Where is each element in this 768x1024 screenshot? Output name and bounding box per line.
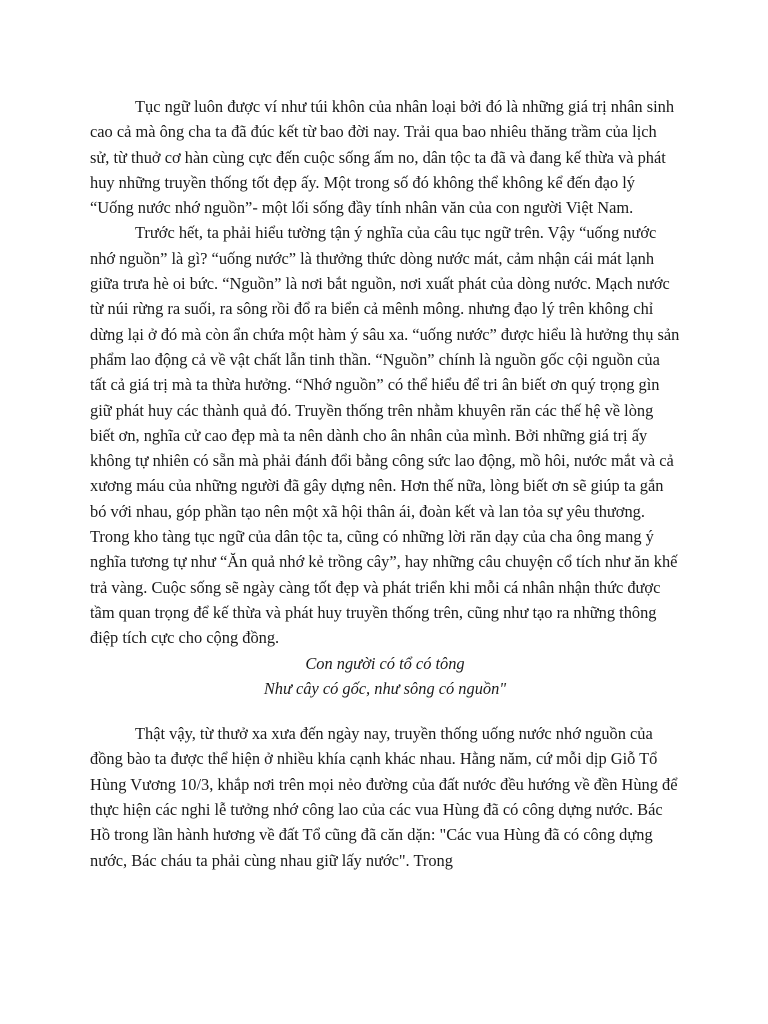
proverb-verse [90,651,680,702]
explanation-paragraph: Trước hết, ta phải hiểu tường tận ý nghĩa của câu tục ngữ trên. Vậy “uống nước nhớ nguồn” là gì? “uống nước” là thưởng thức dòng nước mát, cảm nhận cái mát lạnh giữa trưa hè oi bức. “Nguồn” là nơi bắt nguồn, nơi xuất phát của dòng nước. Mạch nước từ núi rừng ra suối, ra sông rồi đổ ra biển cả mênh mông. nhưng đạo lý trên không chỉ dừng lại ở đó mà còn ẩn chứa một hàm ý sâu xa. “uống nước” được hiểu là hưởng thụ sản phẩm lao động cả về vật chất lẫn tinh thần. “Nguồn” chính là nguồn gốc cội nguồn của tất cả giá trị mà ta thừa hưởng. “Nhớ nguồn” có thể hiểu để tri ân biết ơn quý trọng gìn giữ phát huy các thành quả đó. Truyền thống trên nhằm khuyên răn các thế hệ về lòng biết ơn, nghĩa cử cao đẹp mà ta nên dành cho ân nhân của mình. Bởi những giá trị ấy không tự nhiên có sẵn mà phải đánh đổi bằng công sức lao động, mồ hôi, nước mắt và cả xương máu của những người đã gây dựng nên. Hơn thế nữa, lòng biết ơn sẽ giúp ta gắn bó với nhau, góp phần tạo nên một xã hội thân ái, đoàn kết và lan tỏa sự yêu thương. Trong kho tàng tục ngữ của dân tộc ta, cũng có những lời răn dạy của cha ông mang ý nghĩa tương tự như “Ăn quả nhớ kẻ trồng cây”, hay những câu chuyện cổ tích như ăn khế trả vàng. Cuộc sống sẽ ngày càng tốt đẹp và phát triển khi mỗi cá nhân nhận thức được tầm quan trọng để kế thừa và phát huy truyền thống trên, cũng như tạo ra những thông điệp tích cực cho cộng đồng. [90,223,680,648]
intro-paragraph: Tục ngữ luôn được ví như túi khôn của nhân loại bởi đó là những giá trị nhân sinh cao cả mà ông cha ta đã đúc kết từ bao đời nay. Trải qua bao nhiêu thăng trầm của lịch sử, từ thuở cơ hàn cùng cực đến cuộc sống ấm no, dân tộc ta đã và đang kế thừa và phát huy những truyền thống tốt đẹp ấy. Một trong số đó không thể không kể đến đạo lý “Uống nước nhớ nguồn”- một lối sống đầy tính nhân văn của con người Việt Nam. [90,97,675,218]
closing-paragraph: Thật vậy, từ thưở xa xưa đến ngày nay, truyền thống uống nước nhớ nguồn của đồng bào ta được thể hiện ở nhiều khía cạnh khác nhau. Hằng năm, cứ mỗi dịp Giỗ Tổ Hùng Vương 10/3, khắp nơi trên mọi nẻo đường của đất nước đều hướng về đền Hùng để thực hiện các nghi lễ tưởng nhớ công lao của các vua Hùng đã có công dựng nước. Bác Hồ trong lần hành hương về đất Tổ cũng đã căn dặn: "Các vua Hùng đã có công dựng nước, Bác cháu ta phải cùng nhau giữ lấy nước". Trong [90,724,678,870]
verse-line-1: Con người có tổ có tông [305,653,465,673]
verse-line-2: Như cây có gốc, như sông có nguồn" [263,678,507,698]
document-page [90,94,680,873]
